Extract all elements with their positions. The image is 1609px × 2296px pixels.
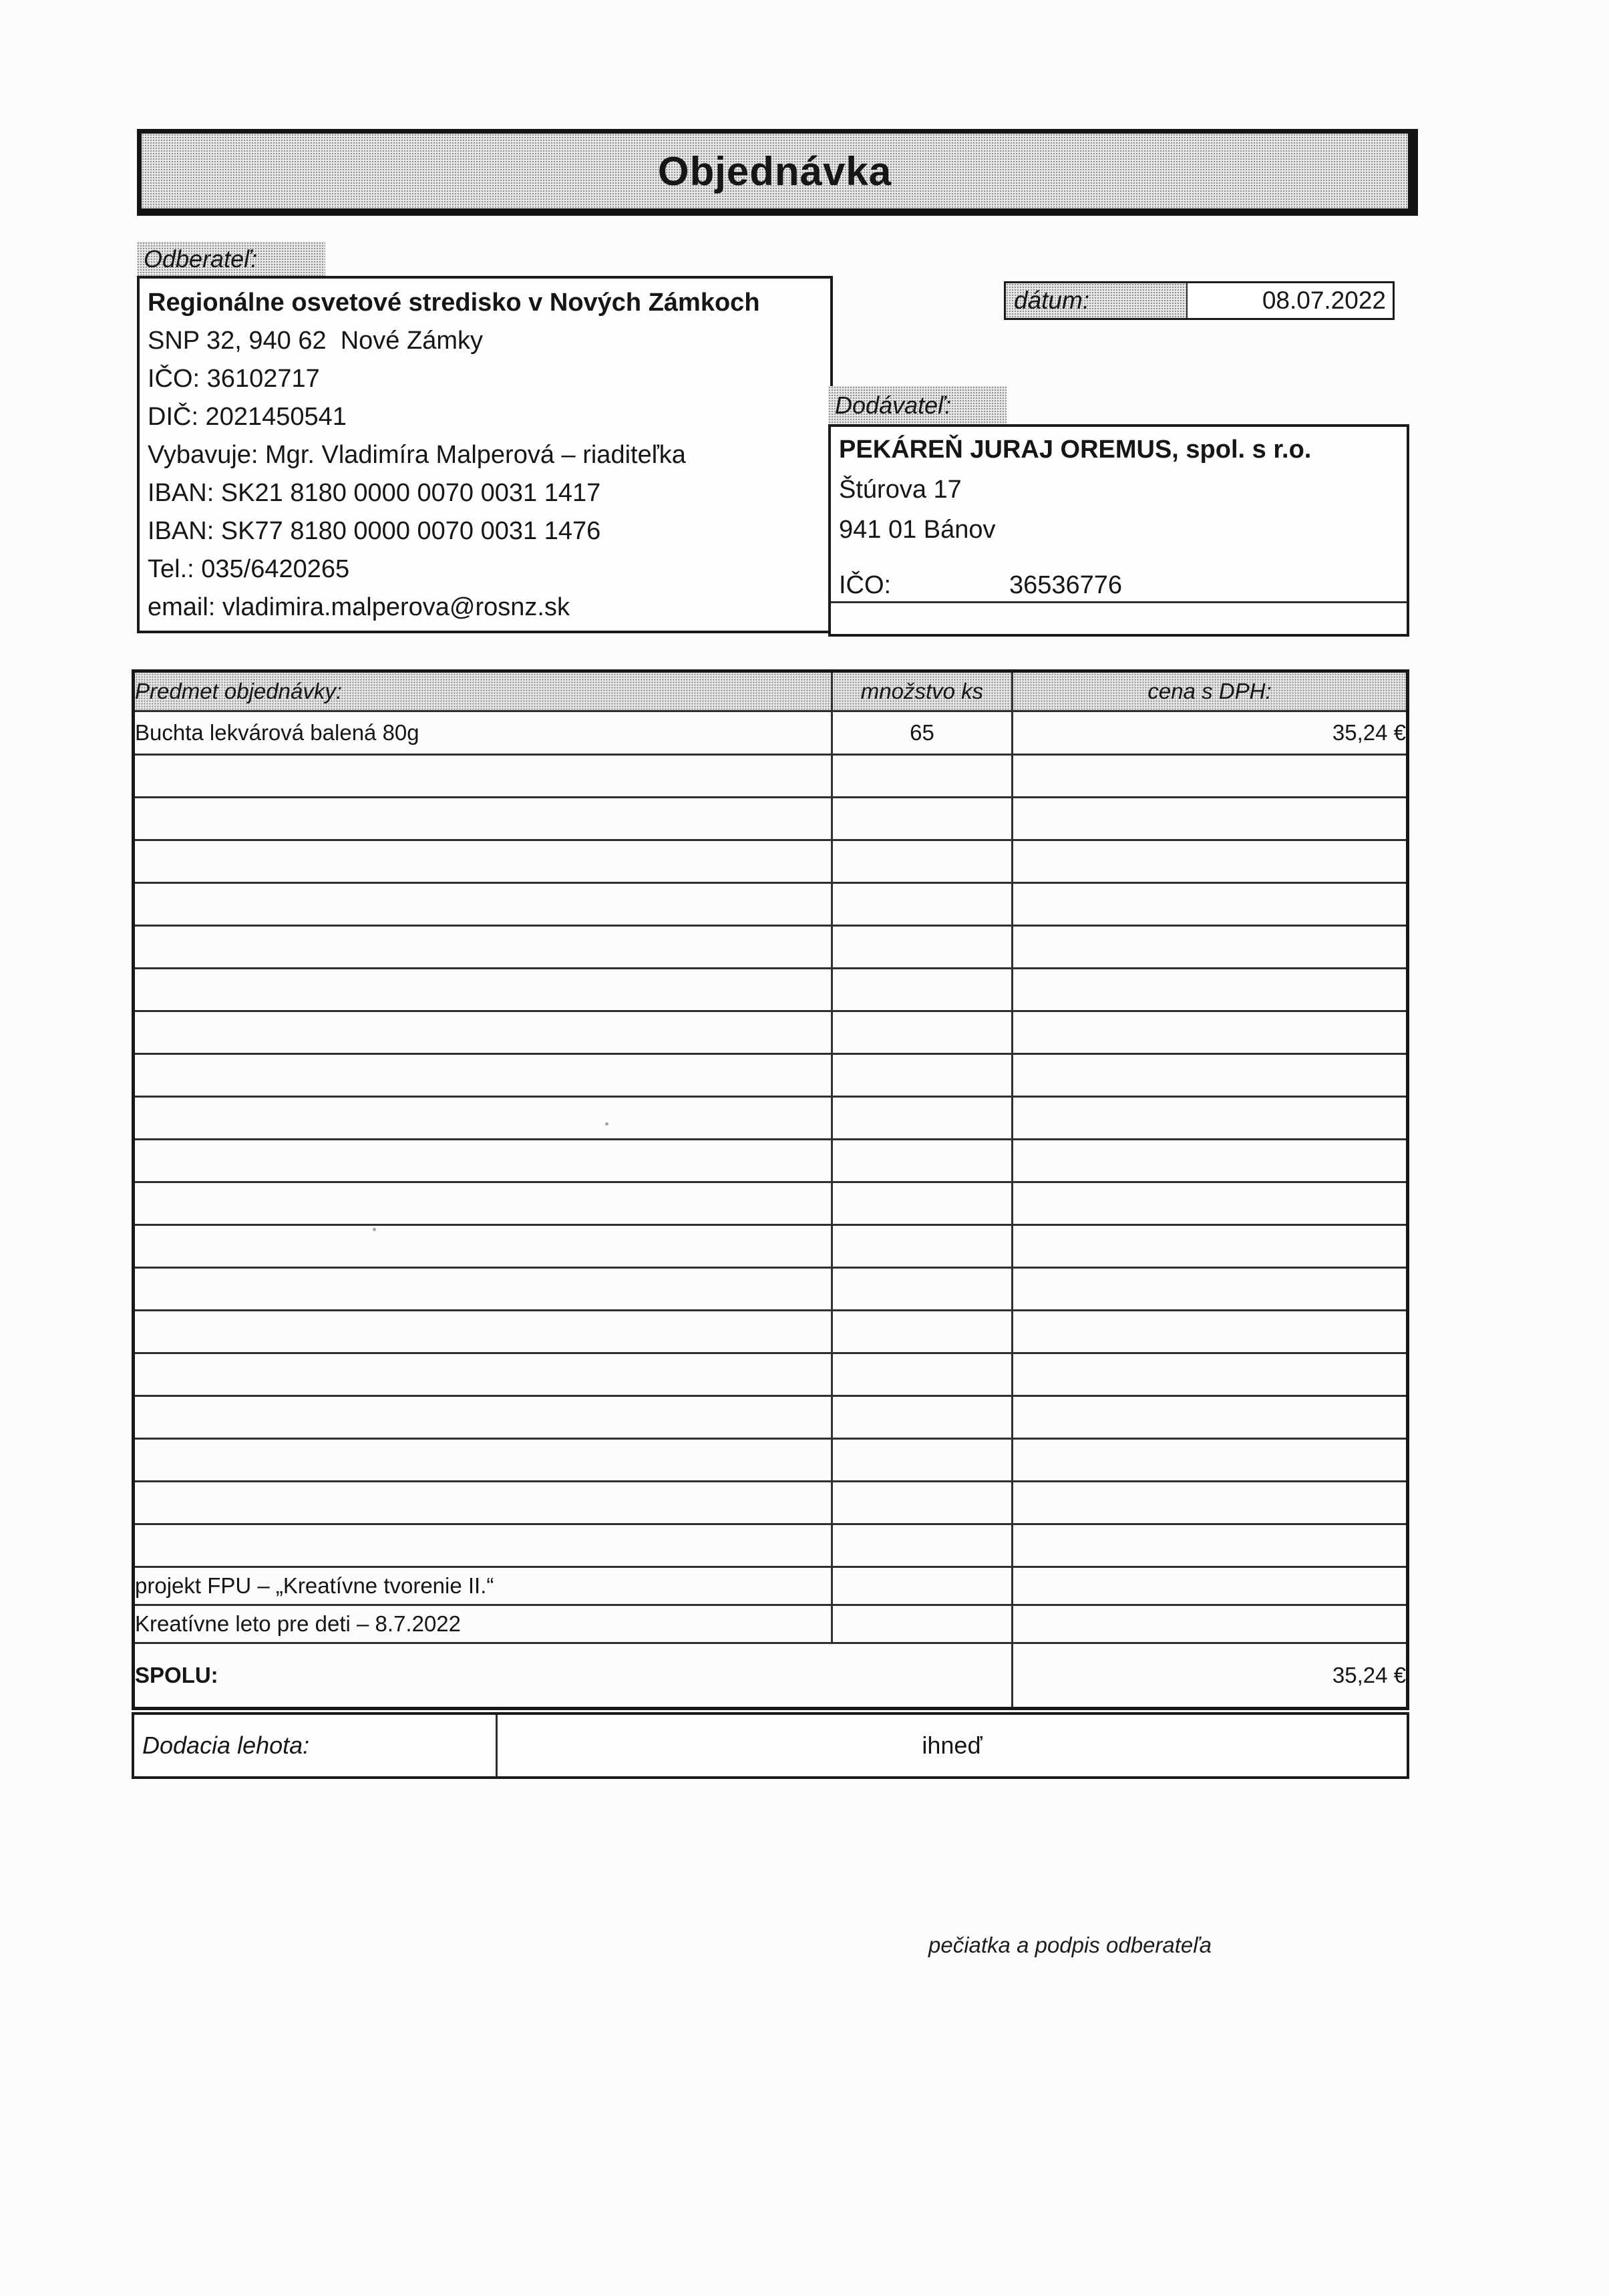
empty-row bbox=[134, 1225, 1408, 1268]
customer-label-text: Odberateľ: bbox=[144, 244, 258, 273]
empty-row bbox=[134, 1311, 1408, 1353]
empty-price-cell bbox=[1013, 755, 1408, 798]
empty-item-cell bbox=[134, 755, 832, 798]
empty-price-cell bbox=[1013, 798, 1408, 840]
signature-note: pečiatka a podpis odberateľa bbox=[928, 1933, 1212, 1957]
empty-row bbox=[134, 1140, 1408, 1182]
customer-line: IBAN: SK21 8180 0000 0070 0031 1417 bbox=[148, 479, 601, 507]
note-empty-price-cell bbox=[1013, 1605, 1408, 1643]
header-row bbox=[134, 671, 1408, 711]
empty-price-cell bbox=[1013, 1011, 1408, 1054]
empty-row bbox=[134, 798, 1408, 840]
total-row bbox=[134, 1643, 1408, 1709]
header-qty: množstvo ks bbox=[832, 671, 1013, 711]
empty-item-cell bbox=[134, 840, 832, 883]
empty-price-cell bbox=[1013, 1182, 1408, 1225]
empty-row bbox=[134, 755, 1408, 798]
customer-line: SNP 32, 940 62 Nové Zámky bbox=[148, 327, 483, 355]
empty-qty-cell bbox=[832, 1396, 1013, 1439]
supplier-line: Štúrova 17 bbox=[839, 476, 962, 504]
order-table bbox=[132, 669, 1409, 1710]
empty-item-cell bbox=[134, 1097, 832, 1140]
empty-price-cell bbox=[1013, 1311, 1408, 1353]
document-title-box bbox=[137, 129, 1418, 216]
empty-qty-cell bbox=[832, 1054, 1013, 1097]
empty-qty-cell bbox=[832, 1482, 1013, 1524]
empty-price-cell bbox=[1013, 1396, 1408, 1439]
customer-name: Regionálne osvetové stredisko v Nových Zámkoch bbox=[148, 289, 760, 317]
empty-qty-cell bbox=[832, 1353, 1013, 1396]
empty-price-cell bbox=[1013, 1353, 1408, 1396]
date-box bbox=[1004, 281, 1395, 320]
empty-item-cell bbox=[134, 1311, 832, 1353]
empty-price-cell bbox=[1013, 1054, 1408, 1097]
note-cell: projekt FPU – „Kreatívne tvorenie II.“ bbox=[134, 1567, 832, 1605]
empty-price-cell bbox=[1013, 1524, 1408, 1567]
header-price: cena s DPH: bbox=[1013, 671, 1408, 711]
order-table-header bbox=[134, 671, 1408, 711]
note-empty-price-cell bbox=[1013, 1567, 1408, 1605]
empty-qty-cell bbox=[832, 1182, 1013, 1225]
empty-item-cell bbox=[134, 1482, 832, 1524]
empty-row bbox=[134, 1097, 1408, 1140]
empty-row bbox=[134, 1482, 1408, 1524]
delivery-box bbox=[132, 1712, 1409, 1779]
empty-qty-cell bbox=[832, 840, 1013, 883]
empty-item-cell bbox=[134, 1225, 832, 1268]
empty-qty-cell bbox=[832, 1140, 1013, 1182]
delivery-label: Dodacia lehota: bbox=[134, 1715, 498, 1776]
empty-row bbox=[134, 1182, 1408, 1225]
empty-row bbox=[134, 1353, 1408, 1396]
empty-item-cell bbox=[134, 1353, 832, 1396]
empty-row bbox=[134, 1011, 1408, 1054]
empty-item-cell bbox=[134, 1054, 832, 1097]
supplier-section-label bbox=[828, 386, 1007, 424]
empty-price-cell bbox=[1013, 1140, 1408, 1182]
qty-cell: 65 bbox=[832, 711, 1013, 755]
scan-speck bbox=[605, 1122, 608, 1126]
supplier-ico-row bbox=[839, 568, 1407, 602]
empty-row bbox=[134, 840, 1408, 883]
empty-price-cell bbox=[1013, 1439, 1408, 1482]
note-empty-qty-cell bbox=[832, 1567, 1013, 1605]
empty-row bbox=[134, 1054, 1408, 1097]
customer-line: IBAN: SK77 8180 0000 0070 0031 1476 bbox=[148, 517, 601, 545]
empty-item-cell bbox=[134, 1011, 832, 1054]
note-cell: Kreatívne leto pre deti – 8.7.2022 bbox=[134, 1605, 832, 1643]
supplier-name: PEKÁREŇ JURAJ OREMUS, spol. s r.o. bbox=[839, 436, 1312, 464]
supplier-empty-strip bbox=[831, 601, 1407, 634]
date-label: dátum: bbox=[1006, 283, 1188, 318]
date-value: 08.07.2022 bbox=[1262, 287, 1386, 314]
empty-price-cell bbox=[1013, 926, 1408, 969]
empty-row bbox=[134, 969, 1408, 1011]
empty-item-cell bbox=[134, 969, 832, 1011]
empty-qty-cell bbox=[832, 926, 1013, 969]
empty-row bbox=[134, 1268, 1408, 1311]
note-row bbox=[134, 1605, 1408, 1643]
empty-item-cell bbox=[134, 926, 832, 969]
header-item: Predmet objednávky: bbox=[134, 671, 832, 711]
empty-item-cell bbox=[134, 1524, 832, 1567]
order-table-body bbox=[134, 711, 1408, 1709]
document-title: Objednávka bbox=[657, 148, 892, 194]
item-cell: Buchta lekvárová balená 80g bbox=[134, 711, 832, 755]
supplier-lines bbox=[839, 470, 1407, 550]
price-cell: 35,24 € bbox=[1013, 711, 1408, 755]
customer-line: Vybavuje: Mgr. Vladimíra Malperová – riaditeľka bbox=[148, 441, 686, 469]
customer-lines bbox=[148, 322, 830, 627]
empty-item-cell bbox=[134, 1182, 832, 1225]
customer-section-label bbox=[137, 242, 325, 276]
total-value: 35,24 € bbox=[1013, 1643, 1408, 1709]
supplier-inner bbox=[831, 427, 1407, 602]
empty-row bbox=[134, 1524, 1408, 1567]
supplier-ico-label: IČO: bbox=[839, 571, 892, 599]
supplier-label-text: Dodávateľ: bbox=[835, 391, 952, 419]
empty-item-cell bbox=[134, 1439, 832, 1482]
note-empty-qty-cell bbox=[832, 1605, 1013, 1643]
empty-price-cell bbox=[1013, 1482, 1408, 1524]
empty-qty-cell bbox=[832, 798, 1013, 840]
empty-row bbox=[134, 926, 1408, 969]
empty-item-cell bbox=[134, 883, 832, 926]
supplier-line: 941 01 Bánov bbox=[839, 516, 996, 544]
order-table-section bbox=[132, 669, 1409, 1779]
empty-qty-cell bbox=[832, 1225, 1013, 1268]
empty-qty-cell bbox=[832, 1439, 1013, 1482]
empty-qty-cell bbox=[832, 969, 1013, 1011]
empty-item-cell bbox=[134, 798, 832, 840]
customer-line: Tel.: 035/6420265 bbox=[148, 555, 350, 583]
empty-row bbox=[134, 1396, 1408, 1439]
supplier-ico-value: 36536776 bbox=[1009, 571, 1123, 599]
empty-qty-cell bbox=[832, 1524, 1013, 1567]
customer-info-box bbox=[137, 276, 833, 633]
empty-row bbox=[134, 1439, 1408, 1482]
empty-price-cell bbox=[1013, 969, 1408, 1011]
empty-price-cell bbox=[1013, 1268, 1408, 1311]
scan-speck bbox=[373, 1228, 376, 1231]
empty-price-cell bbox=[1013, 1097, 1408, 1140]
empty-qty-cell bbox=[832, 1311, 1013, 1353]
empty-item-cell bbox=[134, 1396, 832, 1439]
empty-price-cell bbox=[1013, 840, 1408, 883]
empty-row bbox=[134, 883, 1408, 926]
note-row bbox=[134, 1567, 1408, 1605]
customer-line: email: vladimira.malperova@rosnz.sk bbox=[148, 593, 570, 621]
empty-item-cell bbox=[134, 1140, 832, 1182]
empty-qty-cell bbox=[832, 1097, 1013, 1140]
empty-qty-cell bbox=[832, 755, 1013, 798]
empty-item-cell bbox=[134, 1268, 832, 1311]
empty-qty-cell bbox=[832, 883, 1013, 926]
empty-qty-cell bbox=[832, 1268, 1013, 1311]
empty-price-cell bbox=[1013, 883, 1408, 926]
empty-price-cell bbox=[1013, 1225, 1408, 1268]
delivery-value: ihneď bbox=[922, 1732, 982, 1759]
total-label: SPOLU: bbox=[134, 1643, 1013, 1709]
supplier-info-box bbox=[828, 424, 1409, 637]
customer-line: DIČ: 2021450541 bbox=[148, 403, 347, 431]
item-row bbox=[134, 711, 1408, 755]
customer-line: IČO: 36102717 bbox=[148, 365, 320, 393]
empty-qty-cell bbox=[832, 1011, 1013, 1054]
